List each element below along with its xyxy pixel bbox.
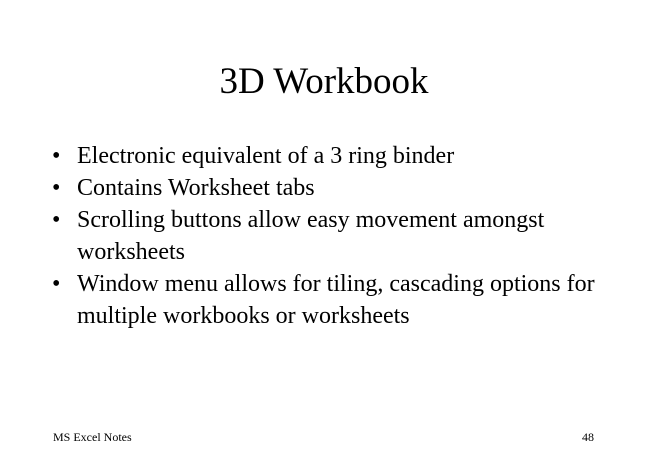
bullet-item [52,172,632,204]
bullet-icon: • [52,207,61,233]
bullet-icon: • [52,271,61,297]
bullet-text: Window menu allows for tiling, cascading options for multiple workbooks or worksheets [77,271,595,329]
bullet-text: Scrolling buttons allow easy movement amongst worksheets [77,207,545,265]
bullet-item [52,268,632,332]
bullet-item [52,204,632,268]
bullet-list [52,140,632,332]
page-number: 48 [582,430,594,444]
bullet-text: Contains Worksheet tabs [77,175,315,201]
bullet-item [52,140,632,172]
slide-title: 3D Workbook [219,61,429,102]
footer-title: MS Excel Notes [53,430,132,444]
bullet-text: Electronic equivalent of a 3 ring binder [77,143,455,169]
bullet-icon: • [52,175,61,201]
bullet-icon: • [52,143,61,169]
